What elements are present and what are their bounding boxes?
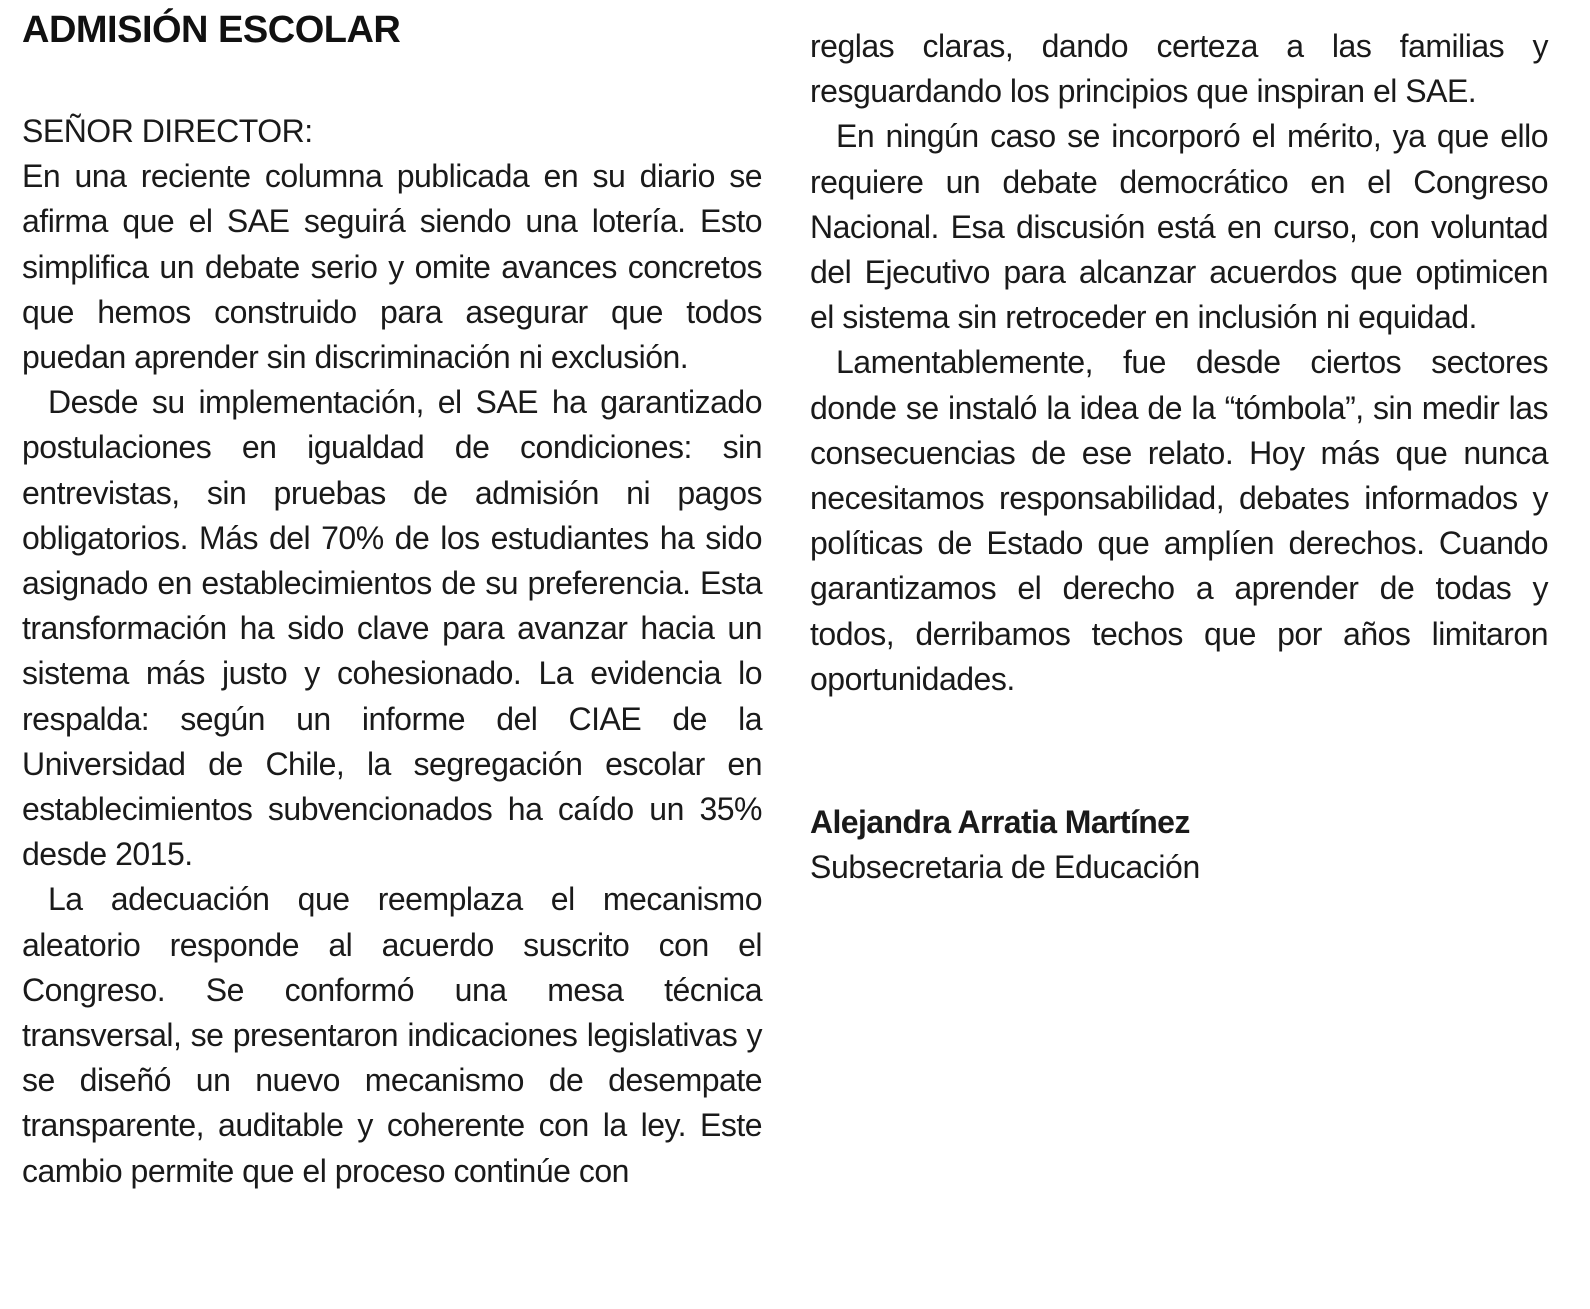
letter-title: ADMISIÓN ESCOLAR xyxy=(22,9,401,51)
signature-block xyxy=(810,800,1548,890)
paragraph-1: En una reciente columna publicada en su diario se afirma que el SAE seguirá siendo una lotería. Esto simplifica un debate serio y omite avances concretos que hemos construido para asegurar que todos puedan aprender sin discriminación ni exclusión. xyxy=(22,158,762,376)
paragraph-3: La adecuación que reemplaza el mecanismo aleatorio responde al acuerdo suscrito con el Congreso. Se conformó una mesa técnica transversal, se presentaron indicaciones legislativas y se diseñó un nuevo mecanismo de desempate transparente, auditable y coherente con la ley. Este cambio permite que el proceso continúe con xyxy=(22,881,762,1189)
paragraph-5: Lamentablemente, fue desde ciertos sectores donde se instaló la idea de la “tómbola”, sin medir las consecuencias de ese relato. Hoy más que nunca necesitamos responsabilidad, debates informados y políticas de Estado que amplíen derechos. Cuando garantizamos el derecho a aprender de todas y todos, derribamos techos que por años limitaron oportunidades. xyxy=(810,344,1548,697)
signature-name: Alejandra Arratia Martínez xyxy=(810,804,1190,840)
paragraph-2: Desde su implementación, el SAE ha garantizado postulaciones en igualdad de condiciones: sin entrevistas, sin pruebas de admisión ni pagos obligatorios. Más del 70% de los estudiantes ha sido asignado en establecimientos de su preferencia. Esta transformación ha sido clave para avanzar hacia un sistema más justo y cohesionado. La evidencia lo respalda: según un informe del CIAE de la Universidad de Chile, la segregación escolar en establecimientos subvencionados ha caído un 35% desde 2015. xyxy=(22,384,762,873)
column-right xyxy=(810,24,1548,702)
salutation: SEÑOR DIRECTOR: xyxy=(22,113,313,149)
paragraph-4: En ningún caso se incorporó el mérito, ya que ello requiere un debate democrático en el Congreso Nacional. Esa discusión está en curso, con voluntad del Ejecutivo para alcanzar acuerdos que optimicen el sistema sin retroceder en inclusión ni equidad. xyxy=(810,118,1548,336)
signature-role: Subsecretaria de Educación xyxy=(810,849,1200,886)
paragraph-3-continued: reglas claras, dando certeza a las familias y resguardando los principios que inspiran el SAE. xyxy=(810,28,1548,110)
column-left xyxy=(22,109,762,1194)
